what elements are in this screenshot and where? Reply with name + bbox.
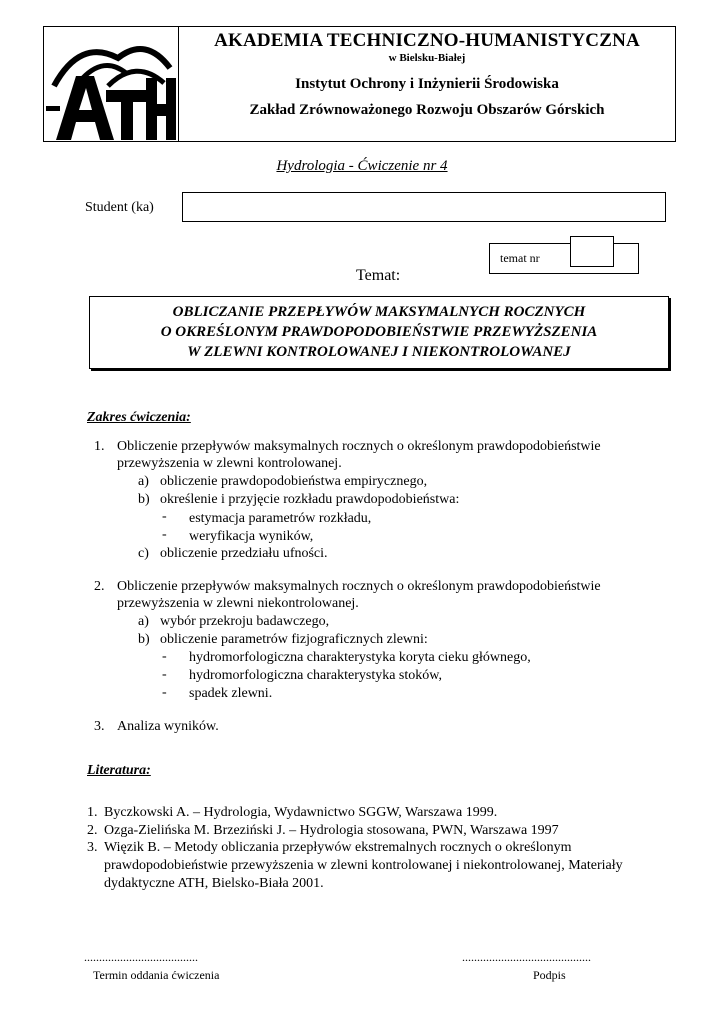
- topic-title-line: O OKREŚLONYM PRAWDOPODOBIEŃSTWIE PRZEWYŻSZENIA: [160, 324, 598, 340]
- list-letter: a): [138, 614, 149, 629]
- list-item: Obliczenie przepływów maksymalnych rocznych o określonym prawdopodobieństwie: [117, 579, 601, 594]
- temat-nr-field[interactable]: [570, 236, 614, 267]
- literature-heading: Literatura:: [87, 763, 151, 778]
- list-dash: -: [162, 685, 167, 700]
- list-item: przewyższenia w zlewni kontrolowanej.: [117, 456, 342, 471]
- deadline-label: Termin oddania ćwiczenia: [93, 968, 220, 982]
- list-item: przewyższenia w zlewni niekontrolowanej.: [117, 596, 359, 611]
- list-letter: a): [138, 474, 149, 489]
- list-letter: b): [138, 492, 150, 507]
- list-item: obliczenie przedziału ufności.: [160, 546, 328, 561]
- institute-name: Instytut Ochrony i Inżynierii Środowiska: [295, 76, 559, 92]
- list-dash: -: [162, 667, 167, 682]
- header-text: [180, 26, 674, 119]
- scope-heading: Zakres ćwiczenia:: [87, 410, 191, 425]
- ref-number: 3.: [87, 840, 98, 855]
- list-item: określenie i przyjęcie rozkładu prawdopodobieństwa:: [160, 492, 460, 507]
- subject-title: Hydrologia - Ćwiczenie nr 4: [276, 158, 448, 174]
- ref-number: 1.: [87, 805, 98, 820]
- list-dash: -: [162, 649, 167, 664]
- list-dash: -: [162, 509, 167, 524]
- temat-label: Temat:: [356, 267, 401, 284]
- list-letter: c): [138, 546, 149, 561]
- topic-title: [89, 302, 669, 362]
- ref-item: Ozga-Zielińska M. Brzeziński J. – Hydrologia stosowana, PWN, Warszawa 1997: [104, 823, 559, 838]
- ref-item: prawdopodobieństwie przewyższenia w zlewni kontrolowanej i niekontrolowanej, Materiały: [104, 858, 623, 873]
- list-item: estymacja parametrów rozkładu,: [189, 511, 372, 526]
- topic-title-line: W ZLEWNI KONTROLOWANEJ I NIEKONTROLOWANEJ: [187, 344, 571, 360]
- ref-item: Więzik B. – Metody obliczania przepływów ekstremalnych rocznych o określonym: [104, 840, 572, 855]
- topic-title-line: OBLICZANIE PRZEPŁYWÓW MAKSYMALNYCH ROCZNYCH: [172, 304, 586, 320]
- ref-number: 2.: [87, 823, 98, 838]
- university-name: AKADEMIA TECHNICZNO-HUMANISTYCZNA: [214, 30, 640, 51]
- ref-item: Byczkowski A. – Hydrologia, Wydawnictwo SGGW, Warszawa 1999.: [104, 805, 498, 820]
- list-letter: b): [138, 632, 150, 647]
- signature-label: Podpis: [533, 968, 566, 982]
- temat-nr-label: temat nr: [500, 251, 540, 265]
- student-field[interactable]: [182, 192, 666, 222]
- list-item: hydromorfologiczna charakterystyka stoków,: [189, 668, 442, 683]
- deadline-dots: ......................................: [84, 950, 198, 964]
- list-item: weryfikacja wyników,: [189, 529, 314, 544]
- university-location: w Bielsku-Białej: [388, 52, 466, 64]
- list-item: spadek zlewni.: [189, 686, 273, 701]
- ref-item: dydaktyczne ATH, Bielsko-Biała 2001.: [104, 876, 324, 891]
- ath-logo: [46, 28, 176, 140]
- department-name: Zakład Zrównoważonego Rozwoju Obszarów Górskich: [249, 102, 605, 118]
- list-item: obliczenie parametrów fizjograficznych zlewni:: [160, 632, 428, 647]
- list-dash: -: [162, 527, 167, 542]
- header-divider: [178, 26, 179, 142]
- signature-dots: ...........................................: [462, 950, 591, 964]
- list-item: hydromorfologiczna charakterystyka koryta cieku głównego,: [189, 650, 531, 665]
- list-number: 3.: [94, 719, 105, 734]
- list-number: 1.: [94, 439, 105, 454]
- list-item: Obliczenie przepływów maksymalnych rocznych o określonym prawdopodobieństwie: [117, 439, 601, 454]
- list-item: Analiza wyników.: [117, 719, 219, 734]
- list-number: 2.: [94, 579, 105, 594]
- list-item: obliczenie prawdopodobieństwa empirycznego,: [160, 474, 428, 489]
- list-item: wybór przekroju badawczego,: [160, 614, 330, 629]
- student-label: Student (ka): [85, 200, 154, 215]
